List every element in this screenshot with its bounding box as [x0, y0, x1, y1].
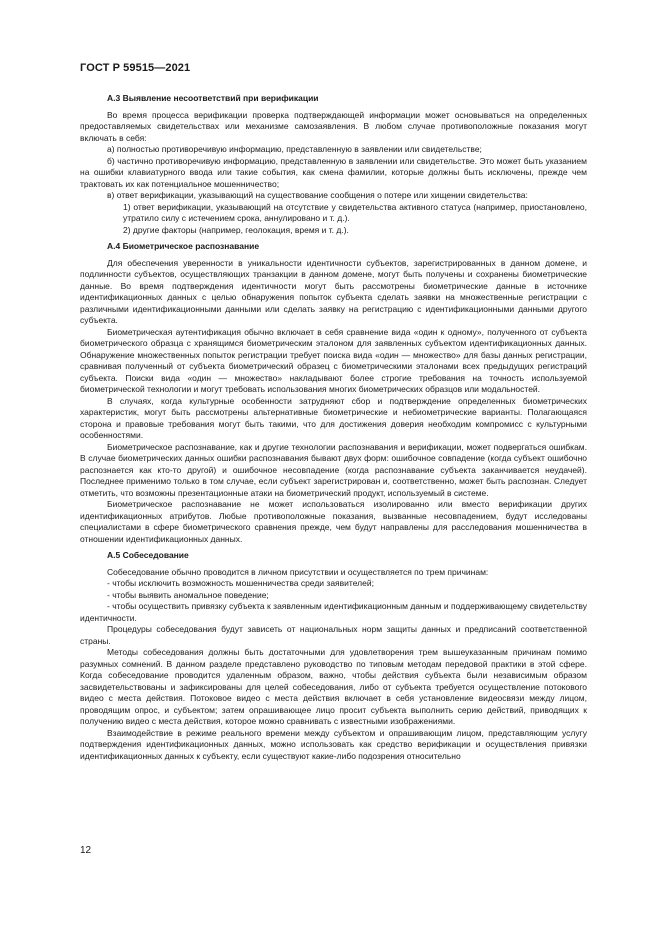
section-title-a3: А.3 Выявление несоответствий при верификации: [107, 93, 319, 103]
paragraph: Для обеспечения уверенности в уникальности идентичности субъектов, зарегистрированных в данном домене, и подлинности субъектов, осуществляющих транзакции в данном домене, могут быть получены и сохранены биометрические данные. Во время подтверждения идентичности могут быть рассмотрены биометрические данные в источнике идентификационных данных с целью обнаружения попыток субъекта сделать заявки на множественные регистрации с различными идентификационными данными или сделать заявку на регистрацию с идентификационными данными другого субъекта.: [80, 257, 587, 325]
paragraph: Методы собеседования должны быть достаточными для удовлетворения трем вышеуказанным причинам помимо разумных сомнений. В данном разделе представлено руководство по типовым методам передовой практики в этой сфере. Когда собеседование проводится удаленным образом, важно, чтобы действия субъекта были независимым образом засвидетельствованы и зафиксированы для целей собеседования, либо от субъекта требуется осуществление потокового видео с места действия. Потоковое видео с места действия включает в себя установление видеосвязи между лицом, проводящим опрос, и субъектом; затем опрашивающее лицо просит субъекта выполнить серию действий, приводящих к получению видео с места действия, которое можно сравнивать с известными изображениями.: [80, 647, 587, 726]
section-title-a4: А.4 Биометрическое распознавание: [107, 241, 260, 251]
list-item: б) частично противоречивую информацию, представленную в заявлении или свидетельстве. Это может быть указанием на ошибки клавиатурного ввода или такие события, как смена фамилии, которые должны быть исключены, прежде чем трактовать их как потенциальное мошенничество;: [80, 155, 587, 189]
paragraph: Биометрическое распознавание не может использоваться изолированно или вместо верификации других идентификационных атрибутов. Любые противоположные показания, вызванные несовпадением, будут исследованы специалистами в сфере биометрического сравнения прежде, чем будут направлены для расследования мошенничества в отношении идентификационных данных.: [80, 499, 587, 544]
page-number: 12: [80, 845, 92, 856]
document-code-header: ГОСТ Р 59515—2021: [80, 62, 191, 74]
paragraph: Собеседование обычно проводится в личном присутствии и осуществляется по трем причинам:: [107, 566, 489, 577]
paragraph: Взаимодействие в режиме реального времени между субъектом и опрашивающим лицом, представляющим услугу подтверждения идентификационных данных, можно использовать как средство верификации и осуществления привязки идентификационных данных к субъекту, если существуют какие-либо подозрения относительно: [80, 727, 587, 761]
list-item: - чтобы выявить аномальное поведение;: [107, 589, 269, 600]
list-item: в) ответ верификации, указывающий на существование сообщения о потере или хищении свидетельства:: [107, 190, 528, 200]
paragraph: Биометрическая аутентификация обычно включает в себя сравнение вида «один к одному», полученного от субъекта биометрического образца с хранящимся биометрическим эталоном для заявленных субъектом идентификационных данных. Обнаружение множественных попыток регистрации требует поиска вида «один — множество» для базы данных регистрации, сравнивая полученный от субъекта биометрический образец с биометрическими эталонами всех предыдущих регистраций субъекта. Поиски вида «один — множество» накладывают более строгие требования на точность используемой биометрической технологии и могут требовать использования многих биометрических образцов или модальностей.: [80, 326, 587, 394]
paragraph: Во время процесса верификации проверка подтверждающей информации может основываться на определенных предоставляемых свидетельствах или механизме самозаявления. В любом случае противоположные показания могут включать в себя:: [80, 109, 587, 143]
sub-list-item: 2) другие факторы (например, геолокация, время и т. д.).: [123, 224, 349, 235]
paragraph: Процедуры собеседования будут зависеть от национальных норм защиты данных и предписаний соответственной страны.: [80, 624, 587, 646]
paragraph: Биометрическое распознавание, как и другие технологии распознавания и верификации, может подвергаться ошибкам. В случае биометрических данных ошибки распознавания бывают двух форм: ошибочное совпадение (когда субъект ошибочно распознается как кто-то другой) и ошибочное несовпадение (когда распознавание субъекта заканчивается неудачей). Последнее применимо только в том случае, если субъект зарегистрирован и, соответственно, может быть распознан. Следует отметить, что возможны презентационные атаки на биометрический продукт, используемый в системе.: [80, 441, 587, 498]
list-item: - чтобы исключить возможность мошенничества среди заявителей;: [107, 578, 374, 588]
section-title-a5: А.5 Собеседование: [107, 550, 189, 560]
paragraph: В случаях, когда культурные особенности затрудняют сбор и подтверждение определенных биометрических характеристик, могут быть рассмотрены альтернативные биометрические и небиометрические варианты. Полагающаяся сторона и правовые требования могут быть такими, что для достижения доверия необходим компромисс с культурными особенностями.: [80, 395, 587, 440]
page-content: [80, 93, 587, 762]
list-item: - чтобы осуществить привязку субъекта к заявленным идентификационным данным и поддерживающему свидетельству идентичности.: [80, 601, 587, 623]
sub-list-item: 1) ответ верификации, указывающий на отсутствие у свидетельства активного статуса (например, приостановлено, утратило силу с истечением срока, аннулировано и т. д.).: [123, 201, 587, 223]
list-item: а) полностью противоречивую информацию, представленную в заявлении или свидетельстве;: [107, 144, 482, 154]
